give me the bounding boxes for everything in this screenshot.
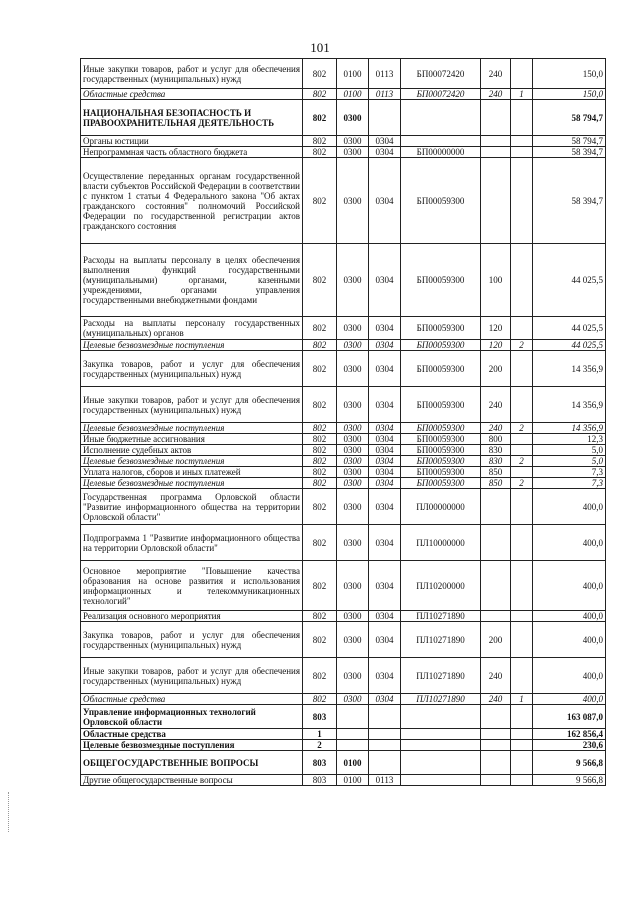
cell-csr: БП00059300 <box>401 387 481 423</box>
cell-source <box>511 467 533 478</box>
cell-csr: ПЛ00000000 <box>401 489 481 525</box>
table-row <box>81 561 606 611</box>
cell-pr: 0113 <box>369 89 401 100</box>
cell-vr <box>481 147 511 158</box>
cell-amount: 230,6 <box>533 740 606 751</box>
row-name: ОБЩЕГОСУДАРСТВЕННЫЕ ВОПРОСЫ <box>81 751 303 775</box>
cell-amount: 5,0 <box>533 456 606 467</box>
row-name: Основное мероприятие "Повышение качества образования на основе развития и использования информационных и телекоммуникационных технологий" <box>81 561 303 611</box>
cell-gr: 803 <box>303 751 337 775</box>
cell-pr <box>369 705 401 729</box>
cell-amount: 44 025,5 <box>533 340 606 351</box>
cell-pr: 0304 <box>369 423 401 434</box>
table-row <box>81 158 606 244</box>
cell-csr <box>401 729 481 740</box>
cell-amount: 400,0 <box>533 622 606 658</box>
row-name: Другие общегосударственные вопросы <box>81 775 303 786</box>
cell-csr: БП00059300 <box>401 445 481 456</box>
cell-amount: 163 087,0 <box>533 705 606 729</box>
cell-source <box>511 136 533 147</box>
row-name: Иные закупки товаров, работ и услуг для обеспечения государственных (муниципальных) нужд <box>81 658 303 694</box>
cell-csr: БП00059300 <box>401 434 481 445</box>
cell-gr: 802 <box>303 59 337 89</box>
cell-vr: 850 <box>481 478 511 489</box>
cell-amount: 400,0 <box>533 561 606 611</box>
cell-gr: 802 <box>303 317 337 340</box>
cell-gr: 802 <box>303 244 337 317</box>
cell-vr: 240 <box>481 89 511 100</box>
cell-vr: 200 <box>481 622 511 658</box>
cell-rz: 0300 <box>337 658 369 694</box>
cell-source <box>511 489 533 525</box>
cell-gr: 802 <box>303 445 337 456</box>
cell-csr: ПЛ10200000 <box>401 561 481 611</box>
row-name: Закупка товаров, работ и услуг для обеспечения государственных (муниципальных) нужд <box>81 622 303 658</box>
cell-source <box>511 147 533 158</box>
cell-pr: 0304 <box>369 478 401 489</box>
cell-source <box>511 705 533 729</box>
cell-source <box>511 244 533 317</box>
cell-source <box>511 740 533 751</box>
cell-csr: ПЛ10000000 <box>401 525 481 561</box>
cell-amount: 14 356,9 <box>533 423 606 434</box>
cell-pr: 0304 <box>369 525 401 561</box>
cell-vr: 240 <box>481 694 511 705</box>
cell-amount: 150,0 <box>533 59 606 89</box>
table-row <box>81 740 606 751</box>
table-row <box>81 525 606 561</box>
table-row <box>81 445 606 456</box>
table-row <box>81 467 606 478</box>
row-name: Расходы на выплаты персоналу в целях обеспечения выполнения функций государственными (муниципальными) органами, казенными учреждениями, органами управления государственными внебюджетными фондами <box>81 244 303 317</box>
cell-vr: 830 <box>481 456 511 467</box>
cell-source <box>511 622 533 658</box>
row-name: Государственная программа Орловской области "Развитие информационного общества на территории Орловской области" <box>81 489 303 525</box>
cell-amount: 400,0 <box>533 694 606 705</box>
row-name: Целевые безвозмездные поступления <box>81 740 303 751</box>
cell-csr: ПЛ10271890 <box>401 694 481 705</box>
cell-csr <box>401 705 481 729</box>
cell-vr: 200 <box>481 351 511 387</box>
cell-pr: 0304 <box>369 561 401 611</box>
cell-csr: ПЛ10271890 <box>401 611 481 622</box>
cell-pr: 0304 <box>369 317 401 340</box>
cell-rz: 0300 <box>337 694 369 705</box>
cell-amount: 150,0 <box>533 89 606 100</box>
cell-gr: 802 <box>303 387 337 423</box>
cell-gr: 2 <box>303 740 337 751</box>
cell-vr: 120 <box>481 317 511 340</box>
cell-source: 2 <box>511 478 533 489</box>
cell-vr <box>481 611 511 622</box>
cell-source <box>511 158 533 244</box>
row-name: Целевые безвозмездные поступления <box>81 423 303 434</box>
cell-source <box>511 445 533 456</box>
cell-vr <box>481 561 511 611</box>
cell-rz: 0300 <box>337 340 369 351</box>
table-row <box>81 775 606 786</box>
cell-vr <box>481 489 511 525</box>
cell-gr: 802 <box>303 489 337 525</box>
cell-source <box>511 100 533 136</box>
cell-source: 2 <box>511 423 533 434</box>
cell-pr: 0304 <box>369 658 401 694</box>
cell-amount: 12,3 <box>533 434 606 445</box>
row-name: Иные закупки товаров, работ и услуг для обеспечения государственных (муниципальных) нужд <box>81 387 303 423</box>
cell-amount: 400,0 <box>533 658 606 694</box>
table-row <box>81 729 606 740</box>
table-row <box>81 694 606 705</box>
row-name: Органы юстиции <box>81 136 303 147</box>
cell-rz: 0300 <box>337 467 369 478</box>
table-row <box>81 658 606 694</box>
table-row <box>81 59 606 89</box>
table-row <box>81 147 606 158</box>
table-row <box>81 622 606 658</box>
cell-vr <box>481 751 511 775</box>
cell-amount: 9 566,8 <box>533 775 606 786</box>
cell-gr: 802 <box>303 89 337 100</box>
cell-rz: 0300 <box>337 136 369 147</box>
row-name: Реализация основного мероприятия <box>81 611 303 622</box>
row-name: Целевые безвозмездные поступления <box>81 478 303 489</box>
margin-scan-mark <box>8 792 11 832</box>
cell-csr <box>401 775 481 786</box>
cell-csr: БП00059300 <box>401 423 481 434</box>
cell-csr: БП00059300 <box>401 478 481 489</box>
cell-csr <box>401 136 481 147</box>
cell-amount: 9 566,8 <box>533 751 606 775</box>
table-row <box>81 387 606 423</box>
cell-vr <box>481 158 511 244</box>
cell-csr: БП00059300 <box>401 351 481 387</box>
cell-pr: 0304 <box>369 445 401 456</box>
cell-rz: 0300 <box>337 351 369 387</box>
cell-pr <box>369 100 401 136</box>
cell-source <box>511 387 533 423</box>
cell-amount: 58 394,7 <box>533 147 606 158</box>
cell-csr <box>401 100 481 136</box>
row-name: Управление информационных технологий Орловской области <box>81 705 303 729</box>
cell-gr: 802 <box>303 658 337 694</box>
cell-gr: 1 <box>303 729 337 740</box>
cell-source <box>511 775 533 786</box>
cell-pr: 0304 <box>369 387 401 423</box>
cell-amount: 400,0 <box>533 611 606 622</box>
cell-gr: 802 <box>303 434 337 445</box>
cell-source <box>511 751 533 775</box>
cell-gr: 802 <box>303 456 337 467</box>
cell-gr: 802 <box>303 478 337 489</box>
cell-pr: 0304 <box>369 147 401 158</box>
cell-source <box>511 561 533 611</box>
cell-vr: 240 <box>481 423 511 434</box>
cell-source: 2 <box>511 340 533 351</box>
cell-pr <box>369 729 401 740</box>
table-row <box>81 434 606 445</box>
cell-gr: 802 <box>303 622 337 658</box>
cell-csr: БП00059300 <box>401 456 481 467</box>
cell-rz <box>337 740 369 751</box>
cell-source <box>511 525 533 561</box>
table-row <box>81 751 606 775</box>
table-row <box>81 611 606 622</box>
cell-gr: 802 <box>303 423 337 434</box>
cell-vr: 850 <box>481 467 511 478</box>
cell-gr: 802 <box>303 525 337 561</box>
row-name: Иные закупки товаров, работ и услуг для обеспечения государственных (муниципальных) нужд <box>81 59 303 89</box>
cell-rz: 0100 <box>337 59 369 89</box>
cell-rz: 0100 <box>337 775 369 786</box>
cell-amount: 5,0 <box>533 445 606 456</box>
cell-csr: БП00059300 <box>401 158 481 244</box>
cell-pr <box>369 740 401 751</box>
cell-source: 2 <box>511 456 533 467</box>
cell-csr: БП00059300 <box>401 340 481 351</box>
cell-source <box>511 611 533 622</box>
row-name: Целевые безвозмездные поступления <box>81 456 303 467</box>
cell-csr: ПЛ10271890 <box>401 622 481 658</box>
cell-vr: 240 <box>481 59 511 89</box>
cell-gr: 802 <box>303 351 337 387</box>
cell-pr: 0304 <box>369 467 401 478</box>
row-name: Областные средства <box>81 694 303 705</box>
cell-vr: 120 <box>481 340 511 351</box>
row-name: Областные средства <box>81 89 303 100</box>
cell-pr: 0304 <box>369 622 401 658</box>
cell-gr: 803 <box>303 775 337 786</box>
cell-vr <box>481 100 511 136</box>
cell-gr: 802 <box>303 158 337 244</box>
cell-csr: БП00072420 <box>401 89 481 100</box>
cell-rz: 0300 <box>337 423 369 434</box>
cell-source <box>511 434 533 445</box>
cell-source: 1 <box>511 89 533 100</box>
row-name: Исполнение судебных актов <box>81 445 303 456</box>
cell-pr: 0304 <box>369 456 401 467</box>
cell-rz: 0300 <box>337 622 369 658</box>
table-row <box>81 423 606 434</box>
table-row <box>81 351 606 387</box>
cell-rz: 0100 <box>337 751 369 775</box>
cell-source <box>511 59 533 89</box>
row-name: Закупка товаров, работ и услуг для обеспечения государственных (муниципальных) нужд <box>81 351 303 387</box>
row-name: Осуществление переданных органам государственной власти субъектов Российской Федерации в соответствии с пунктом 1 статьи 4 Федерального закона "Об актах гражданского состояния" полномочий Российской Федерации по государственной регистрации актов гражданского состояния <box>81 158 303 244</box>
cell-vr: 800 <box>481 434 511 445</box>
cell-gr: 802 <box>303 340 337 351</box>
table-row <box>81 489 606 525</box>
row-name: Целевые безвозмездные поступления <box>81 340 303 351</box>
cell-vr: 830 <box>481 445 511 456</box>
cell-vr <box>481 729 511 740</box>
cell-gr: 802 <box>303 611 337 622</box>
page-number: 101 <box>310 40 330 55</box>
cell-rz: 0300 <box>337 525 369 561</box>
table-row <box>81 89 606 100</box>
cell-vr: 240 <box>481 387 511 423</box>
table-row <box>81 317 606 340</box>
cell-gr: 802 <box>303 136 337 147</box>
cell-amount: 162 856,4 <box>533 729 606 740</box>
cell-pr: 0113 <box>369 59 401 89</box>
cell-vr <box>481 525 511 561</box>
cell-gr: 802 <box>303 694 337 705</box>
cell-pr: 0113 <box>369 775 401 786</box>
cell-rz: 0300 <box>337 147 369 158</box>
cell-amount: 58 394,7 <box>533 158 606 244</box>
cell-rz: 0300 <box>337 244 369 317</box>
cell-rz: 0300 <box>337 317 369 340</box>
table-row <box>81 456 606 467</box>
cell-gr: 802 <box>303 561 337 611</box>
cell-amount: 400,0 <box>533 525 606 561</box>
cell-pr: 0304 <box>369 351 401 387</box>
cell-pr: 0304 <box>369 244 401 317</box>
cell-pr: 0304 <box>369 434 401 445</box>
cell-csr: БП00000000 <box>401 147 481 158</box>
table-row <box>81 136 606 147</box>
cell-amount: 44 025,5 <box>533 317 606 340</box>
row-name: Непрограммная часть областного бюджета <box>81 147 303 158</box>
budget-table <box>80 58 606 786</box>
table-row <box>81 100 606 136</box>
cell-rz: 0300 <box>337 456 369 467</box>
cell-rz <box>337 705 369 729</box>
cell-csr: БП00059300 <box>401 244 481 317</box>
cell-rz: 0300 <box>337 100 369 136</box>
cell-rz: 0300 <box>337 158 369 244</box>
cell-pr: 0304 <box>369 489 401 525</box>
cell-amount: 7,3 <box>533 478 606 489</box>
cell-pr <box>369 751 401 775</box>
row-name: Расходы на выплаты персоналу государственных (муниципальных) органов <box>81 317 303 340</box>
cell-amount: 44 025,5 <box>533 244 606 317</box>
cell-csr: ПЛ10271890 <box>401 658 481 694</box>
cell-rz: 0300 <box>337 434 369 445</box>
cell-source <box>511 729 533 740</box>
cell-amount: 58 794,7 <box>533 100 606 136</box>
cell-amount: 14 356,9 <box>533 387 606 423</box>
cell-pr: 0304 <box>369 694 401 705</box>
cell-rz: 0300 <box>337 561 369 611</box>
row-name: Уплата налогов, сборов и иных платежей <box>81 467 303 478</box>
cell-gr: 802 <box>303 147 337 158</box>
row-name: Подпрограмма 1 "Развитие информационного общества на территории Орловской области" <box>81 525 303 561</box>
cell-csr <box>401 740 481 751</box>
cell-source <box>511 317 533 340</box>
table-row <box>81 244 606 317</box>
cell-rz: 0300 <box>337 478 369 489</box>
cell-pr: 0304 <box>369 136 401 147</box>
cell-gr: 803 <box>303 705 337 729</box>
cell-csr: БП00059300 <box>401 317 481 340</box>
row-name: НАЦИОНАЛЬНАЯ БЕЗОПАСНОСТЬ И ПРАВООХРАНИТЕЛЬНАЯ ДЕЯТЕЛЬНОСТЬ <box>81 100 303 136</box>
cell-source <box>511 351 533 387</box>
cell-vr <box>481 705 511 729</box>
cell-rz: 0300 <box>337 611 369 622</box>
cell-vr <box>481 775 511 786</box>
cell-vr: 240 <box>481 658 511 694</box>
cell-gr: 802 <box>303 467 337 478</box>
cell-rz: 0300 <box>337 489 369 525</box>
cell-pr: 0304 <box>369 611 401 622</box>
cell-csr <box>401 751 481 775</box>
cell-vr: 100 <box>481 244 511 317</box>
cell-rz: 0300 <box>337 387 369 423</box>
cell-source: 1 <box>511 694 533 705</box>
cell-vr <box>481 740 511 751</box>
cell-pr: 0304 <box>369 340 401 351</box>
cell-pr: 0304 <box>369 158 401 244</box>
cell-amount: 58 794,7 <box>533 136 606 147</box>
cell-amount: 7,3 <box>533 467 606 478</box>
budget-table-body <box>81 59 606 786</box>
cell-rz: 0300 <box>337 445 369 456</box>
cell-rz: 0100 <box>337 89 369 100</box>
table-row <box>81 340 606 351</box>
table-row <box>81 478 606 489</box>
cell-source <box>511 658 533 694</box>
cell-csr: БП00059300 <box>401 467 481 478</box>
cell-csr: БП00072420 <box>401 59 481 89</box>
cell-rz <box>337 729 369 740</box>
cell-vr <box>481 136 511 147</box>
row-name: Иные бюджетные ассигнования <box>81 434 303 445</box>
cell-amount: 400,0 <box>533 489 606 525</box>
cell-amount: 14 356,9 <box>533 351 606 387</box>
row-name: Областные средства <box>81 729 303 740</box>
cell-gr: 802 <box>303 100 337 136</box>
table-row <box>81 705 606 729</box>
